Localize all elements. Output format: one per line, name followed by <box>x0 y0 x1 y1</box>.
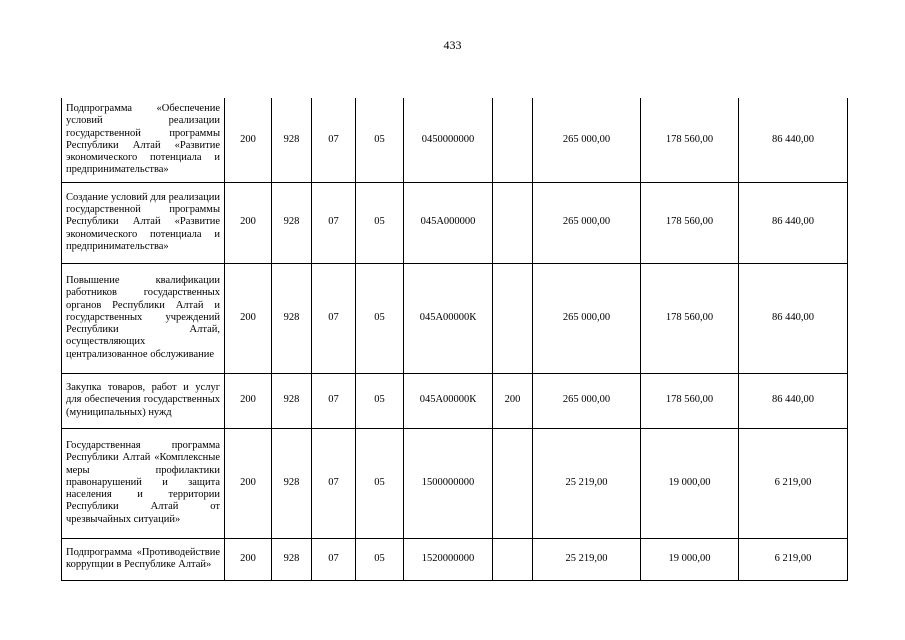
amount-total: 265 000,00 <box>533 263 641 373</box>
expense-type-code <box>493 98 533 182</box>
section-code: 07 <box>312 428 356 538</box>
budget-table <box>61 98 848 581</box>
subsection-code: 05 <box>356 428 404 538</box>
amount-part-2: 86 440,00 <box>739 98 848 182</box>
section-code: 07 <box>312 263 356 373</box>
amount-part-2: 86 440,00 <box>739 182 848 263</box>
subsection-code: 05 <box>356 182 404 263</box>
ved-code: 928 <box>272 263 312 373</box>
target-article-code: 045А00000К <box>404 263 493 373</box>
amount-total: 265 000,00 <box>533 373 641 428</box>
ved-code: 928 <box>272 538 312 580</box>
subsection-code: 05 <box>356 538 404 580</box>
row-name: Подпрограмма «Противодействие коррупции в Республике Алтай» <box>62 538 225 580</box>
admin-code: 200 <box>225 98 272 182</box>
target-article-code: 045А00000К <box>404 373 493 428</box>
amount-total: 265 000,00 <box>533 182 641 263</box>
amount-total: 265 000,00 <box>533 98 641 182</box>
amount-part-2: 86 440,00 <box>739 263 848 373</box>
table-row <box>62 98 848 182</box>
table-row <box>62 182 848 263</box>
expense-type-code <box>493 263 533 373</box>
target-article-code: 1520000000 <box>404 538 493 580</box>
admin-code: 200 <box>225 182 272 263</box>
admin-code: 200 <box>225 263 272 373</box>
amount-part-1: 178 560,00 <box>641 182 739 263</box>
ved-code: 928 <box>272 428 312 538</box>
amount-total: 25 219,00 <box>533 428 641 538</box>
section-code: 07 <box>312 182 356 263</box>
admin-code: 200 <box>225 373 272 428</box>
amount-part-2: 6 219,00 <box>739 538 848 580</box>
amount-part-2: 86 440,00 <box>739 373 848 428</box>
row-name: Закупка товаров, работ и услуг для обеспечения государственных (муниципальных) нужд <box>62 373 225 428</box>
amount-part-2: 6 219,00 <box>739 428 848 538</box>
amount-part-1: 19 000,00 <box>641 428 739 538</box>
table-row <box>62 373 848 428</box>
row-name: Повышение квалификации работников государственных органов Республики Алтай и государственных учреждений Республики Алтай, осуществляющих централизованное обслуживание <box>62 263 225 373</box>
amount-total: 25 219,00 <box>533 538 641 580</box>
subsection-code: 05 <box>356 98 404 182</box>
table-row <box>62 538 848 580</box>
amount-part-1: 178 560,00 <box>641 263 739 373</box>
section-code: 07 <box>312 98 356 182</box>
expense-type-code <box>493 428 533 538</box>
admin-code: 200 <box>225 538 272 580</box>
table-row <box>62 263 848 373</box>
ved-code: 928 <box>272 182 312 263</box>
ved-code: 928 <box>272 98 312 182</box>
section-code: 07 <box>312 538 356 580</box>
expense-type-code: 200 <box>493 373 533 428</box>
target-article-code: 045А000000 <box>404 182 493 263</box>
section-code: 07 <box>312 373 356 428</box>
subsection-code: 05 <box>356 373 404 428</box>
row-name: Создание условий для реализации государственной программы Республики Алтай «Развитие экономического потенциала и предпринимательства» <box>62 182 225 263</box>
amount-part-1: 178 560,00 <box>641 98 739 182</box>
expense-type-code <box>493 538 533 580</box>
amount-part-1: 19 000,00 <box>641 538 739 580</box>
table-row <box>62 428 848 538</box>
target-article-code: 1500000000 <box>404 428 493 538</box>
amount-part-1: 178 560,00 <box>641 373 739 428</box>
admin-code: 200 <box>225 428 272 538</box>
target-article-code: 0450000000 <box>404 98 493 182</box>
page-number: 433 <box>443 38 462 52</box>
row-name: Подпрограмма «Обеспечение условий реализации государственной программы Республики Алтай «Развитие экономического потенциала и предпринимательства» <box>62 98 225 182</box>
ved-code: 928 <box>272 373 312 428</box>
expense-type-code <box>493 182 533 263</box>
subsection-code: 05 <box>356 263 404 373</box>
row-name: Государственная программа Республики Алтай «Комплексные меры профилактики правонарушений и защита населения и территории Республики Алтай от чрезвычайных ситуаций» <box>62 428 225 538</box>
